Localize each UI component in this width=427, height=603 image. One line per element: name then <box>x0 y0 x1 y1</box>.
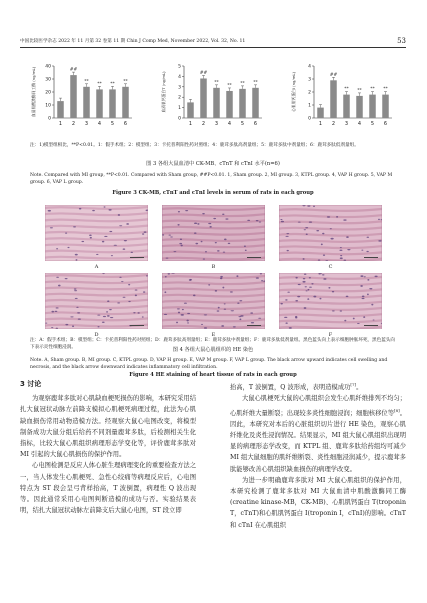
panel-label: C <box>328 264 333 270</box>
figure4-note-en: Note. A, Sham group. B, MI group. C, KTPL group. D, VAP H group. E, VAP M group. F, VAP L group. The black arrow upward indicates cell swelling and necrosis, and the black arrow downward indicates inflammatory cell infiltration. <box>30 358 388 370</box>
y-tick-label: 3 <box>308 77 311 83</box>
x-tick-label: 1 <box>58 121 63 127</box>
y-tick-label: 0 <box>308 116 311 122</box>
x-tick-label: 5 <box>110 121 115 127</box>
left-column <box>20 379 196 516</box>
discussion-paragraph-4: 为进一步明确鹿茸多肽对 MI 大鼠心肌组织的保护作用，本研究检测了鹿茸多肽对 MI 大鼠血清中肌酸激酶同工酶(creatine kinase-MB，CK-MB)、心肌肌钙蛋白 T(troponin T，cTnT)和心肌肌钙蛋白 I(troponin I，cTnI)的影响。cTnT 和 cTnI 在心肌组织 <box>230 476 406 529</box>
bar <box>252 88 259 118</box>
page-number: 53 <box>397 37 406 45</box>
bar <box>330 80 337 118</box>
bar <box>317 108 324 118</box>
right-column <box>230 379 406 531</box>
x-tick-label: 2 <box>71 121 76 127</box>
significance-label: ** <box>214 80 219 86</box>
significance-label: ** <box>240 81 245 87</box>
paragraph-text: 。因此，本研究对本后的心脏组织切片进行 HE 染色，观察心肌纤维化及炎性浸润情况。结果显示，MI 组大鼠心肌组织出现明显的病理形态学改变，而 KTPL 组、鹿茸多肽给药组均可减少 MI 组大鼠细胞的肌纤维断裂、炎性细胞浸润减少，提示鹿茸多肽能够改善心肌组织缺血损伤的病理学改变。 <box>230 409 407 473</box>
section-heading: 3 讨论 <box>20 380 42 388</box>
figure4-caption-en: Figure 4 HE staining of heart tissue of rats in each group <box>129 372 297 378</box>
scale-bar <box>364 257 378 258</box>
y-tick-label: 3 <box>178 85 181 91</box>
y-tick-label: 2 <box>178 95 181 101</box>
y-tick-label: 4 <box>308 64 311 70</box>
y-tick-label: 30 <box>45 77 51 83</box>
bar <box>382 95 389 118</box>
bar <box>57 101 64 118</box>
header-rule <box>20 47 406 48</box>
bar <box>96 89 103 118</box>
histology-panel-e <box>162 273 265 338</box>
y-tick-label: 20 <box>45 90 51 96</box>
bar <box>122 87 129 118</box>
histology-image <box>162 273 265 329</box>
significance-label: ## <box>69 67 78 73</box>
x-tick-label: 5 <box>370 121 375 127</box>
paragraph-text: 大鼠心肌梗死大鼠的心肌组织会发生心肌纤维排列不均匀；心肌纤维大量断裂；出现较多炎性细胞浸润；细胞核移位等 <box>230 395 406 417</box>
significance-label: ** <box>110 81 115 87</box>
scale-bar <box>247 257 261 258</box>
bar <box>369 95 376 118</box>
histology-panel-c <box>279 205 382 270</box>
scale-bar <box>247 325 261 326</box>
figure3-note-en: Note. Compared with MI group, **P<0.01. Compared with Sham group, ##P<0.01. 1, Sham group. 2, MI group. 3, KTPL group. 4, VAP H group. 5, VAP M group. 6, VAP L group. <box>30 173 393 185</box>
significance-label: ** <box>370 87 375 93</box>
discussion-paragraph-3 <box>230 393 406 475</box>
ctni-chart <box>290 58 395 130</box>
histology-image <box>279 205 382 261</box>
bar <box>83 87 90 118</box>
histology-image <box>279 273 382 329</box>
journal-citation: 中国比较医学杂志 2022 年 11 月第 32 卷第 11 期 Chin J Comp Med, November 2022, Vol. 32, No. 11 <box>20 39 246 44</box>
y-tick-label: 5 <box>178 64 181 70</box>
bar <box>356 96 363 118</box>
scale-bar <box>364 325 378 326</box>
histology-panel-d <box>45 273 148 338</box>
significance-label: ## <box>329 72 338 78</box>
x-tick-label: 6 <box>383 121 388 127</box>
y-tick-label: 4 <box>178 74 181 80</box>
figure3-note-cn: 注：1)模型组相比，**P<0.01。1：假手术组；2：模型组；3：卡托普利阳性药对照组；4：鹿茸多肽高剂量组；5：鹿茸多肽中剂量组；6：鹿茸多肽低剂量组。 <box>30 143 359 148</box>
panel-label: F <box>328 332 333 338</box>
panel-label: A <box>94 264 99 270</box>
y-tick-label: 1 <box>178 106 181 112</box>
y-axis-label: 血清肌酸激酶同工酶 (ng/mL) <box>31 66 36 118</box>
significance-label: ** <box>123 79 128 85</box>
x-tick-label: 4 <box>227 121 232 127</box>
bar <box>239 89 246 118</box>
y-tick-label: 1 <box>308 103 311 109</box>
panel-label: D <box>94 332 99 338</box>
x-tick-label: 5 <box>240 121 245 127</box>
figure4-note-cn: 注：A：假手术组；B：模型组；C：卡托普利阳性药对照组；D：鹿茸多肽高剂量组；E：鹿茸多肽中剂量组；F：鹿茸多肽低剂量组。黑色蓝头向上表示细胞肿胀坏死，黑色蓝头向下表示炎性细胞浸润。 <box>30 338 395 350</box>
y-tick-label: 40 <box>45 64 51 70</box>
scale-bar <box>130 257 144 258</box>
significance-label: ## <box>199 70 208 76</box>
y-axis-label: 心肌肌钙蛋白I (ng/mL) <box>291 72 296 112</box>
significance-label: ** <box>227 83 232 89</box>
x-tick-label: 4 <box>357 121 362 127</box>
x-tick-label: 3 <box>214 121 219 127</box>
paragraph-text: 抬高，T 波倒置，Q 波形成，表明造模成功 <box>230 384 351 392</box>
bar <box>109 89 116 118</box>
significance-label: ** <box>84 79 89 85</box>
x-tick-label: 3 <box>344 121 349 127</box>
ctnt-chart <box>160 58 265 130</box>
panel-label: E <box>211 332 216 338</box>
x-tick-label: 2 <box>331 121 336 127</box>
citation-ref: [8] <box>394 407 400 413</box>
y-tick-label: 10 <box>45 103 51 109</box>
figure3-caption-en: Figure 3 CK-MB, cTnT and cTnI levels in serum of rats in each group <box>112 190 314 196</box>
bar <box>213 88 220 118</box>
bar <box>226 91 233 118</box>
panel-label: B <box>211 264 216 270</box>
discussion-paragraph-1: 为观察鹿茸多肽对心肌缺血梗死损伤的影响，本研究采用结扎大鼠冠状动脉左前降支模拟心肌梗死病理过程，此法为心肌缺血损伤常用动物造模方法。经观察大鼠心电图改变，将模型制备成功大鼠分组后给药不同剂量鹿茸多肽，后检测相关生化指标，比较大鼠心肌组织病理形态学变化等，评价鹿茸多肽对 MI 引起的大鼠心肌损伤的保护作用。 <box>20 395 196 459</box>
citation-ref: [7] <box>350 382 357 387</box>
x-tick-label: 4 <box>97 121 102 127</box>
histology-image <box>162 205 265 261</box>
x-tick-label: 3 <box>84 121 89 127</box>
bar <box>187 102 194 118</box>
histology-panel-b <box>162 205 265 270</box>
bar <box>70 75 77 118</box>
x-tick-label: 2 <box>201 121 206 127</box>
x-tick-label: 6 <box>253 121 258 127</box>
y-tick-label: 0 <box>178 116 181 122</box>
histology-image <box>45 273 148 329</box>
discussion-paragraph-2-cont: 抬高，T 波倒置，Q 波形成，表明造模成功[7]。 <box>230 382 363 392</box>
x-tick-label: 6 <box>123 121 128 127</box>
y-tick-label: 0 <box>48 116 51 122</box>
discussion-paragraph-2: 心电图检测是反应人体心脏生理病理变化的重要检查方法之一，当人体发生心肌梗死、急性心绞痛等病理反应后，心电图特点为 ST 段会呈弓背样抬高，T 波倒置，病理性 Q 波出现等。因此通常采用心电图判断造模的成功与否。实验结果表明，结扎大鼠冠状动脉左前降支后大鼠心电图，ST 段立即 <box>20 462 196 515</box>
significance-label: ** <box>383 87 388 93</box>
significance-label: ** <box>344 87 349 93</box>
ck-mb-chart <box>30 58 135 130</box>
figure4-caption-cn: 图 4 各组大鼠心肌组织的 HE 染色 <box>172 347 254 353</box>
figure3-caption-cn: 图 3 各组大鼠血清中 CK-MB、cTnT 和 cTnI 水平(n=6) <box>146 161 280 167</box>
scale-bar <box>130 325 144 326</box>
bar <box>200 78 207 118</box>
y-tick-label: 2 <box>308 90 311 96</box>
significance-label: ** <box>357 88 362 94</box>
histology-panel-f <box>279 273 382 338</box>
x-tick-label: 1 <box>318 121 323 127</box>
y-axis-label: 血清肌钙蛋白T (ng/mL) <box>161 71 166 113</box>
significance-label: ** <box>253 80 258 86</box>
significance-label: ** <box>97 81 102 87</box>
histology-image <box>45 205 148 261</box>
running-header <box>20 38 406 44</box>
histology-panel-a <box>45 205 148 270</box>
x-tick-label: 1 <box>188 121 193 127</box>
bar <box>343 95 350 118</box>
